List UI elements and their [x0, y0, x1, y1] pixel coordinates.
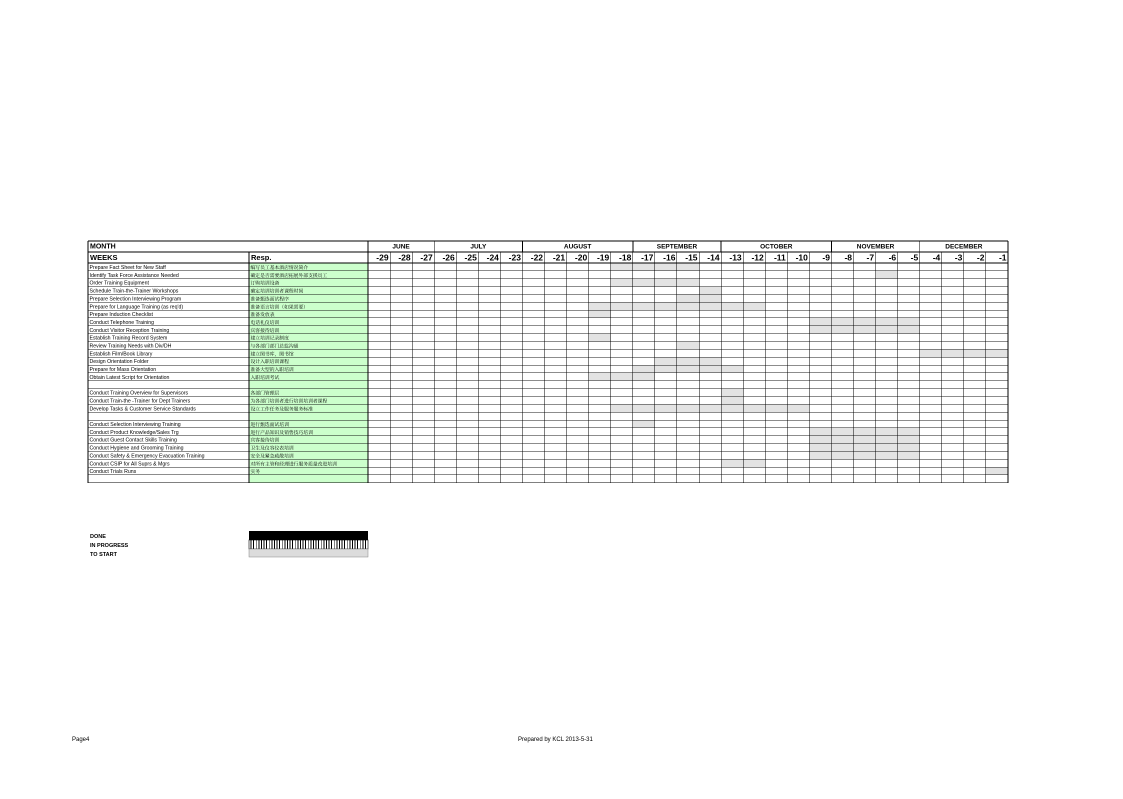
gantt-bar	[721, 389, 743, 397]
gantt-bar	[589, 373, 655, 381]
task-responsible: 准备发放表	[250, 313, 275, 319]
week-number: -20	[574, 252, 588, 263]
gantt-bar	[876, 271, 898, 279]
task-responsible: 电话礼仪培训	[250, 320, 280, 326]
week-number: -6	[888, 252, 897, 263]
task-responsible: 宾客接待培训	[250, 438, 280, 444]
task-responsible: 进行产品知识及销售技巧培训	[250, 430, 313, 436]
gantt-bar	[986, 467, 1008, 475]
task-name: Conduct CSIP for All Suprs & Mgrs	[89, 461, 170, 468]
week-number: -24	[486, 252, 499, 263]
week-number: -8	[844, 252, 853, 263]
week-number: -10	[795, 252, 808, 263]
task-responsible: 设计入职培训课程	[250, 360, 289, 366]
footer-prepared-by: Prepared by KCL 2013-5-31	[518, 737, 593, 743]
task-responsible: 各部门管理层	[250, 391, 280, 397]
task-name: Prepare for Mass Orientation	[89, 367, 157, 374]
task-responsible: 建立培训记录制度	[250, 336, 289, 342]
task-name: Review Training Needs with Div/DH	[89, 343, 172, 350]
task-name: Prepare Selection Interviewing Program	[89, 296, 182, 303]
task-responsible: 安全及紧急疏散培训	[250, 454, 294, 460]
task-name: Conduct Visitor Reception Training	[89, 327, 170, 334]
gantt-bar	[809, 318, 919, 326]
week-number: -7	[866, 252, 875, 263]
task-responsible: 入职培训考试	[250, 375, 280, 381]
task-name: Conduct Safety & Emergency Evacuation Training	[89, 453, 205, 460]
gantt-bar	[611, 404, 810, 412]
task-name: Obtain Latest Script for Orientation	[89, 374, 170, 381]
week-number: -28	[398, 252, 411, 263]
week-number: -4	[932, 252, 941, 263]
month-label-september: SEPTEMBER	[656, 243, 698, 251]
week-number: -19	[596, 252, 610, 263]
week-number: -15	[685, 252, 698, 263]
task-responsible: 确定是否需要酒店拓展外部支援员工	[250, 273, 328, 279]
task-responsible: 编写员工基本酒店情况简介	[250, 266, 309, 271]
gantt-bar	[589, 334, 611, 342]
task-name: Conduct Product Knowledge/Sales Trg	[89, 429, 179, 436]
task-responsible: 与各部门部门总监沟通	[250, 344, 299, 350]
week-number: -3	[954, 252, 963, 263]
task-responsible: 对所有主管和经理进行服务质量改进培训	[250, 462, 337, 468]
week-number: -9	[822, 252, 830, 263]
week-number: -2	[976, 252, 985, 263]
task-name: Establish Film/Book Library	[89, 351, 153, 358]
week-number: -17	[641, 252, 654, 263]
gantt-bar	[589, 310, 611, 318]
task-name: Prepare Fact Sheet for New Staff	[89, 265, 166, 271]
week-number: -16	[663, 252, 676, 263]
month-label-december: DECEMBER	[945, 243, 983, 251]
gantt-bar	[809, 326, 919, 334]
task-name: Design Orientation Folder	[89, 359, 149, 366]
task-responsible: 宾客接待培训	[250, 328, 280, 334]
task-name: Conduct Selection Interviewing Training	[89, 422, 181, 428]
legend-swatch-to-start	[249, 549, 368, 557]
legend-label-start: TO START	[90, 552, 117, 558]
week-number: -18	[619, 252, 632, 263]
task-name: Conduct Trials Runs	[89, 469, 137, 476]
week-number: -12	[751, 252, 764, 263]
month-label-october: OCTOBER	[760, 243, 793, 251]
task-responsible: 设立工作任务及服务服务标准	[250, 407, 313, 413]
task-responsible: 实务	[250, 470, 261, 476]
task-name: Conduct Train-the -Trainer for Dept Trainers	[89, 398, 191, 405]
gantt-bar	[633, 420, 655, 428]
week-number: -1	[998, 252, 1007, 263]
legend-swatch-done	[249, 531, 368, 540]
task-name: Conduct Telephone Training	[89, 319, 155, 326]
footer-page-number: Page4	[72, 737, 90, 743]
task-name: Conduct Training Overview for Supervisors	[89, 390, 189, 397]
task-name: Conduct Hygiene and Grooming Training	[89, 445, 184, 452]
gantt-bar	[633, 365, 743, 373]
week-number: -13	[729, 252, 742, 263]
weeks-header-label: WEEKS	[90, 253, 118, 262]
task-responsible: 卫生及仪容仪表培训	[250, 446, 294, 452]
task-name: Conduct Guest Contact Skills Training	[89, 437, 177, 444]
month-label-august: AUGUST	[563, 243, 592, 251]
week-number: -22	[530, 252, 544, 263]
task-responsible: 建立图书库，图书馆	[250, 352, 294, 358]
gantt-bar	[655, 357, 721, 365]
week-number: -26	[442, 252, 455, 263]
task-name: Develop Tasks & Customer Service Standards	[89, 406, 196, 413]
week-number: -27	[420, 252, 433, 263]
gantt-bar	[721, 396, 743, 404]
task-name: Establish Training Record System	[89, 335, 168, 342]
gantt-bar	[809, 436, 919, 444]
week-number: -14	[707, 252, 720, 263]
week-number: -29	[376, 252, 389, 263]
gantt-bar	[809, 451, 919, 459]
gantt-bar	[699, 287, 721, 295]
task-name: Prepare Induction Checklist	[89, 312, 153, 319]
task-name: Order Training Equipment	[89, 280, 149, 287]
task-responsible: 确定培训培训者课程时间	[250, 289, 304, 295]
month-label-november: NOVEMBER	[856, 243, 895, 251]
task-responsible: 准备大型的入职培训	[250, 368, 294, 374]
resp-header-label: Resp.	[251, 253, 272, 262]
task-responsible: 准备语言培训（如果需要）	[250, 305, 309, 311]
month-label-july: JULY	[470, 243, 487, 251]
task-name: Identify Task Force Assistance Needed	[89, 272, 179, 279]
legend-label-done: DONE	[90, 534, 106, 540]
month-label-june: JUNE	[392, 243, 410, 251]
month-header-label: MONTH	[90, 243, 116, 251]
week-number: -11	[773, 252, 786, 263]
week-number: -21	[552, 252, 566, 263]
task-responsible: 进行甄选面试培训	[250, 423, 289, 428]
week-number: -25	[464, 252, 477, 263]
task-responsible: 订购培训设备	[250, 281, 280, 287]
gantt-bar	[809, 428, 919, 436]
week-number: -5	[910, 252, 919, 263]
week-number: -23	[508, 252, 521, 263]
gantt-bar	[809, 444, 919, 452]
task-name: Prepare for Language Training (as req'd)	[89, 304, 184, 311]
task-responsible: 准备甄选面试程序	[250, 297, 289, 303]
gantt-bar	[677, 342, 699, 350]
task-name: Schedule Train-the-Trainer Workshops	[89, 288, 179, 295]
legend-label-progress: IN PROGRESS	[90, 543, 129, 549]
task-responsible: 为各部门培训者进行培训培训者课程	[250, 399, 328, 405]
